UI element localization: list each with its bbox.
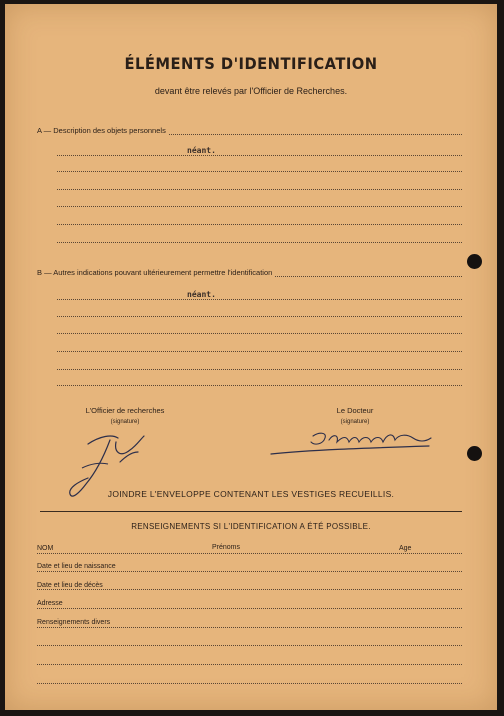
- field-prenoms-label: Prénoms: [212, 544, 241, 551]
- dotted-line: [57, 316, 462, 317]
- dotted-line: [37, 553, 462, 554]
- section-b-label: B — Autres indications pouvant ultérieurement permettre l'identification: [37, 268, 275, 277]
- field-age-label: Age: [399, 545, 412, 552]
- dotted-line: [57, 206, 462, 207]
- dotted-line: [37, 589, 462, 590]
- page-subtitle: devant être relevés par l'Officier de Recherches.: [154, 86, 348, 96]
- dotted-line: [57, 155, 462, 156]
- field-nom-label: NOM: [37, 545, 54, 552]
- dotted-line: [37, 683, 462, 684]
- identification-heading: RENSEIGNEMENTS SI L'IDENTIFICATION A ÉTÉ POSSIBLE.: [131, 522, 371, 531]
- section-divider: [40, 511, 462, 512]
- dotted-line: [57, 224, 462, 225]
- officer-signature-sub: (signature): [110, 419, 140, 425]
- dotted-line: [37, 664, 462, 665]
- dotted-line: [57, 171, 462, 172]
- dotted-line: [57, 333, 462, 334]
- punch-hole: [467, 254, 482, 269]
- dotted-line: [57, 369, 462, 370]
- dotted-line: [37, 608, 462, 609]
- document-sheet: [5, 4, 497, 710]
- field-divers-label: Renseignements divers: [37, 619, 111, 626]
- enclosure-instruction: JOINDRE L'ENVELOPPE CONTENANT LES VESTIGES RECUEILLIS.: [107, 489, 395, 499]
- dotted-line: [57, 385, 462, 386]
- section-b-typed-value: néant.: [187, 290, 216, 299]
- dotted-line: [57, 351, 462, 352]
- field-deces-label: Date et lieu de décès: [37, 582, 103, 589]
- punch-hole: [467, 446, 482, 461]
- doctor-signature-sub: (signature): [340, 419, 370, 425]
- dotted-line: [37, 645, 462, 646]
- officer-signature-title: L'Officier de recherches: [85, 406, 165, 415]
- section-a-typed-value: néant.: [187, 146, 216, 155]
- dotted-line: [57, 242, 462, 243]
- field-adresse-label: Adresse: [37, 600, 63, 607]
- dotted-line: [57, 299, 462, 300]
- dotted-line: [37, 571, 462, 572]
- dotted-line: [37, 627, 462, 628]
- page-title: ÉLÉMENTS D'IDENTIFICATION: [124, 54, 378, 73]
- doctor-handwritten-signature: [267, 424, 437, 464]
- doctor-signature-title: Le Docteur: [336, 406, 374, 415]
- dotted-line: [57, 189, 462, 190]
- section-a-label: A — Description des objets personnels: [37, 126, 169, 135]
- field-naissance-label: Date et lieu de naissance: [37, 563, 116, 570]
